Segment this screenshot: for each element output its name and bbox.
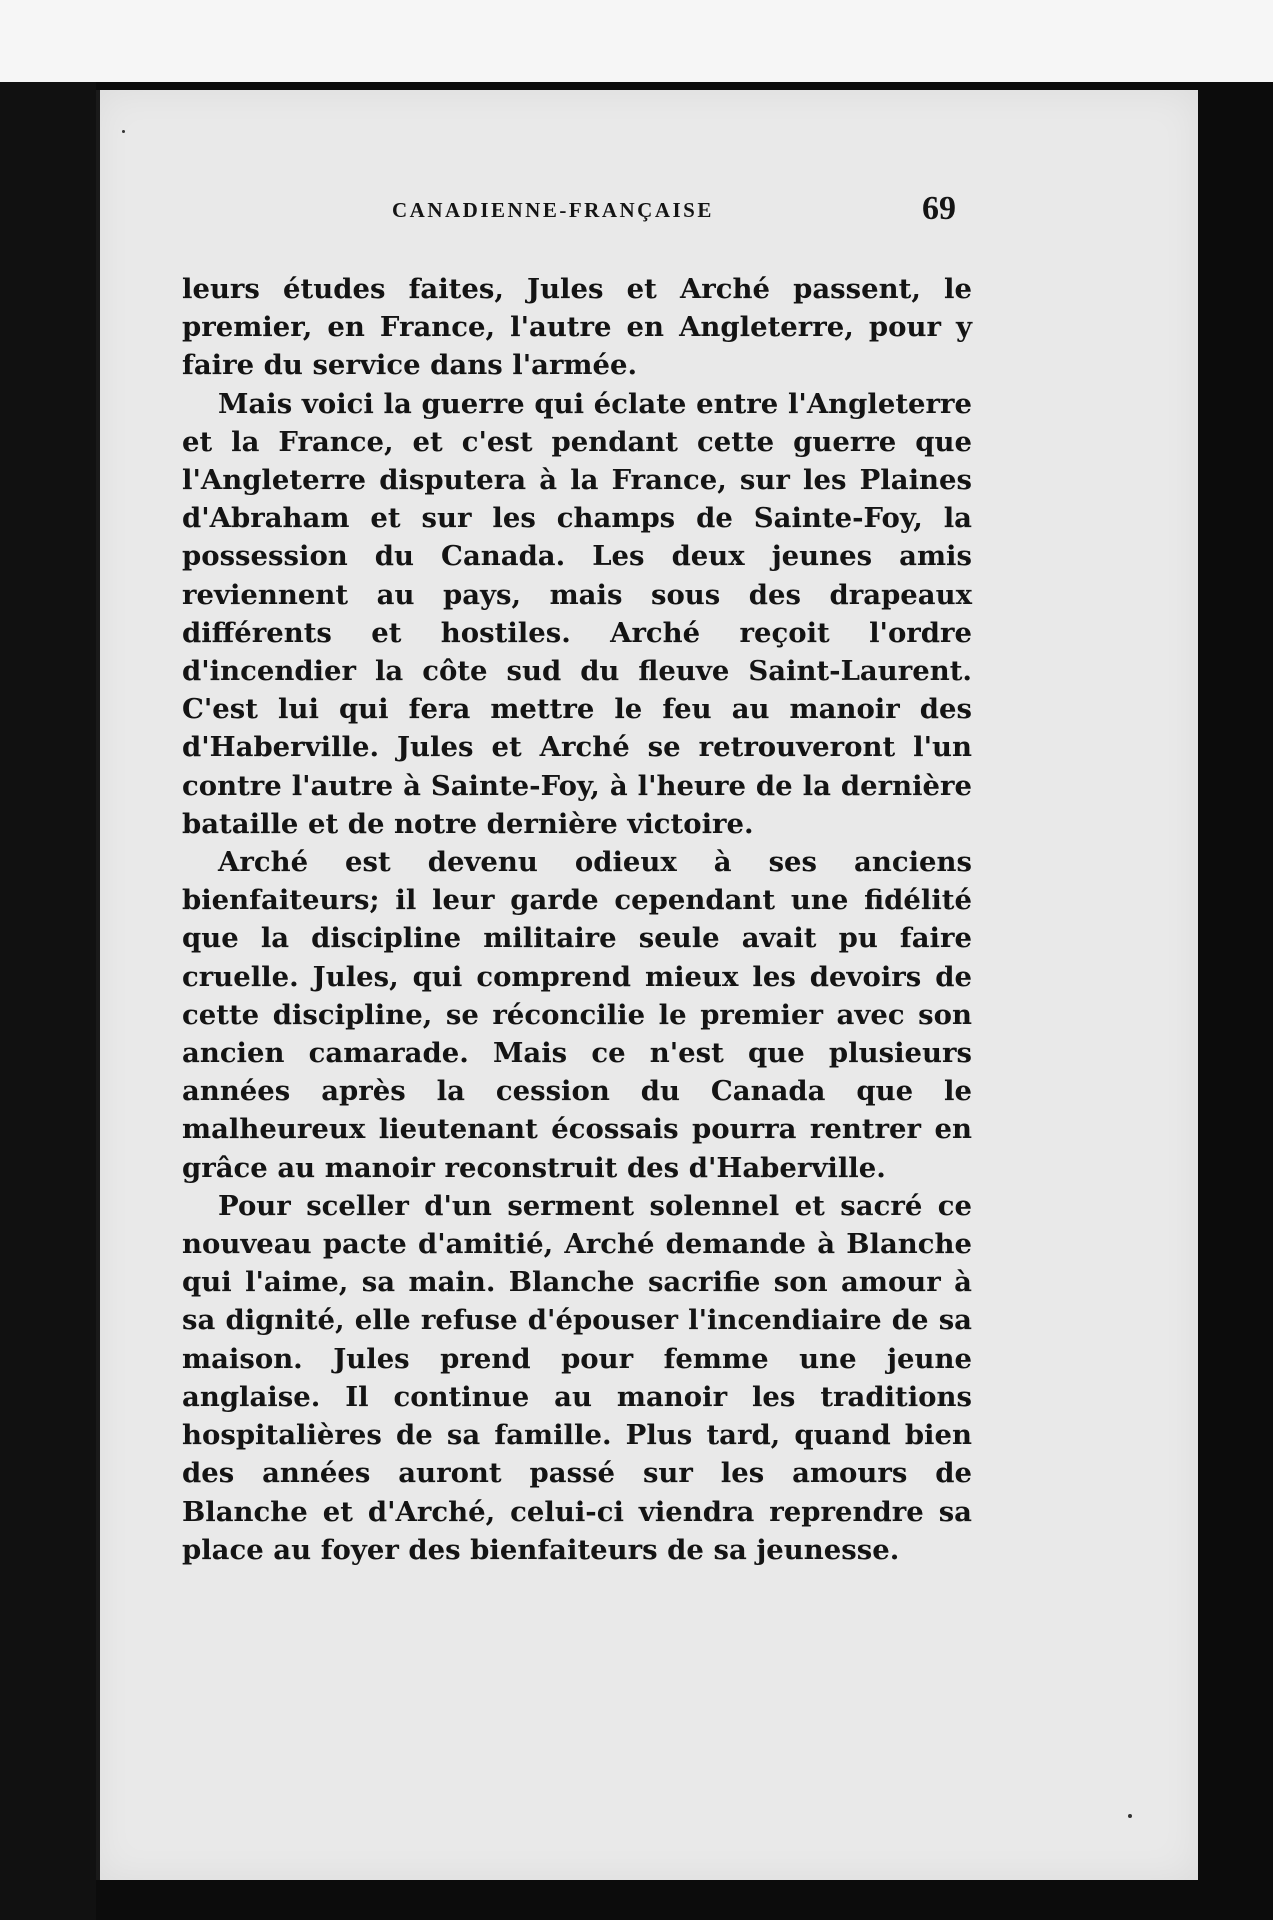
book-gutter-shadow bbox=[0, 82, 96, 1920]
scan-speck bbox=[1128, 1814, 1132, 1818]
paragraph: Arché est devenu odieux à ses anciens bienfaiteurs; il leur garde cependant une fidélité que la discipline militaire seule avait pu faire cruelle. Jules, qui comprend mieux les devoirs de cette discipline, se réconcilie le premier avec son ancien camarade. Mais ce n'est que plusieurs années après la cession du Canada que le malheureux lieutenant écossais pourra rentrer en grâce au manoir reconstruit des d'Haberville. bbox=[182, 846, 972, 1184]
running-head: CANADIENNE-FRANÇAISE bbox=[392, 198, 714, 222]
paragraph: Pour sceller d'un serment solennel et sacré ce nouveau pacte d'amitié, Arché demande à Blanche qui l'aime, sa main. Blanche sacrifie son amour à sa dignité, elle refuse d'épouser l'incendiaire de sa maison. Jules prend pour femme une jeune anglaise. Il continue au manoir les traditions hospitalières de sa famille. Plus tard, quand bien des années auront passé sur les amours de Blanche et d'Arché, celui-ci viendra reprendre sa place au foyer des bienfaiteurs de sa jeunesse. bbox=[182, 1189, 972, 1566]
paragraph: Mais voici la guerre qui éclate entre l'Angleterre et la France, et c'est pendant cette guerre que l'Angleterre disputera à la France, sur les Plaines d'Abraham et sur les champs de Sainte-Foy, la possession du Canada. Les deux jeunes amis reviennent au pays, mais sous des drapeaux différents et hostiles. Arché reçoit l'ordre d'incendier la côte sud du fleuve Saint-Laurent. C'est lui qui fera mettre le feu au manoir des d'Haberville. Jules et Arché se retrouveront l'un contre l'autre à Sainte-Foy, à l'heure de la dernière bataille et de notre dernière victoire. bbox=[182, 387, 972, 840]
scan-top-margin bbox=[0, 0, 1273, 82]
body-text bbox=[182, 270, 972, 1569]
scan-speck bbox=[122, 130, 125, 133]
page-number: 69 bbox=[922, 190, 956, 227]
scan-right-margin bbox=[1198, 90, 1273, 1920]
paragraph: leurs études faites, Jules et Arché passent, le premier, en France, l'autre en Angleterre, pour y faire du service dans l'armée. bbox=[182, 273, 972, 382]
page-edge-line bbox=[96, 90, 100, 1880]
